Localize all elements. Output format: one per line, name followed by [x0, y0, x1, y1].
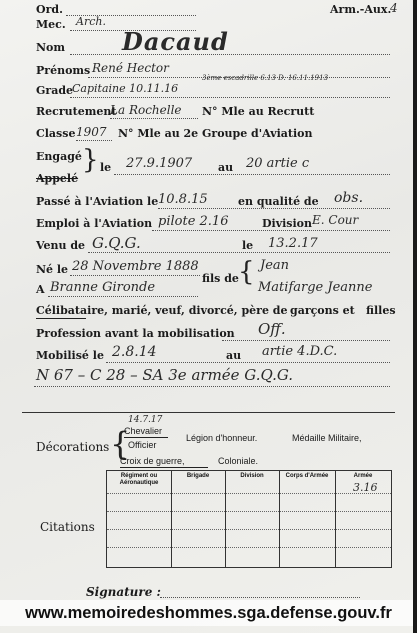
etat-civil-text: Célibataire, marié, veuf, divorcé, père de: [36, 304, 288, 317]
chevalier-underline: [124, 437, 168, 438]
a-value: Branne Gironde: [50, 280, 156, 295]
venu-label: Venu de: [36, 239, 86, 252]
decorations-label: Décorations: [36, 440, 110, 454]
arm-aux-label: Arm.-Aux.: [330, 3, 392, 16]
mobilise-au-label: au: [226, 349, 242, 362]
col-header-regiment: Régiment ou Aéronautique: [119, 473, 159, 486]
signature-label: Signature :: [86, 585, 161, 599]
nom-value: Dacaud: [122, 27, 229, 56]
arm-aux-value: 4: [390, 1, 398, 15]
croix-label: Croix de guerre,: [120, 456, 185, 466]
qualite-label: en qualité de: [238, 195, 319, 208]
col-header-corps: Corps d'Armée: [285, 473, 329, 479]
passe-label: Passé à l'Aviation le: [36, 195, 159, 208]
engage-le-label: le: [100, 161, 112, 174]
coloniale-label: Coloniale.: [218, 456, 259, 466]
citations-table: [106, 470, 392, 568]
grade-note: 3ème escadrille 6.13 D. 16.11.1913: [202, 74, 329, 82]
recrutement-label: Recrutement: [36, 105, 117, 118]
appele-label: Appelé: [36, 172, 79, 185]
engage-au-value: 20 artie c: [246, 156, 310, 171]
mobilise-au-value: artie 4.D.C.: [262, 344, 338, 359]
grade-label: Grade: [36, 84, 74, 97]
mec-value: Arch.: [76, 15, 106, 28]
chevalier-label: Chevalier: [124, 426, 163, 436]
engage-label: Engagé: [36, 150, 82, 163]
passe-date: 10.8.15: [158, 192, 208, 207]
celibataire-underline: [36, 318, 86, 319]
fils-label: fils de: [202, 272, 239, 285]
classe-label: Classe: [36, 127, 76, 140]
col-header-division: Division: [240, 473, 264, 479]
citations-label: Citations: [40, 520, 95, 534]
mother-value: Matifarge Jeanne: [258, 280, 373, 295]
fils-brace: {: [238, 257, 255, 287]
filles-label: filles: [366, 304, 396, 317]
medaille-label: Médaille Militaire,: [292, 433, 362, 443]
decorations-brace: {: [110, 425, 131, 463]
garcons-label: garçons et: [290, 304, 355, 317]
mec-label: Mec.: [36, 18, 66, 31]
section-divider: [22, 412, 395, 413]
recrutement-num-label: N° Mle au Recrutt: [202, 105, 315, 118]
profession-value: Off.: [258, 320, 286, 338]
croix-underline: [120, 467, 208, 468]
venu-le-label: le: [242, 239, 254, 252]
father-value: Jean: [260, 258, 290, 273]
scan-edge: [413, 0, 417, 633]
mobilise-label: Mobilisé le: [36, 349, 104, 362]
decorations-date: 14.7.17: [128, 415, 163, 425]
division-label: Division: [262, 217, 312, 230]
armee-entry: 3.16: [353, 481, 378, 494]
legion-label: Légion d'honneur.: [186, 433, 258, 443]
mobilise-date: 2.8.14: [112, 344, 157, 360]
classe-groupe-label: N° Mle au 2e Groupe d'Aviation: [118, 127, 313, 140]
venu-value: G.Q.G.: [92, 234, 141, 252]
prenoms-label: Prénoms: [36, 64, 91, 77]
signature-line: [160, 597, 360, 598]
recrutement-value: La Rochelle: [110, 103, 182, 117]
profession-label: Profession avant la mobilisation: [36, 327, 235, 340]
officier-label: Officier: [128, 440, 157, 450]
division-value: E. Cour: [312, 213, 359, 227]
emploi-value: pilote 2.16: [158, 214, 229, 229]
ord-label: Ord.: [36, 3, 63, 16]
engage-brace: }: [82, 145, 99, 175]
col-header-armee: Armée: [353, 473, 373, 479]
emploi-label: Emploi à l'Aviation: [36, 217, 153, 230]
venu-date: 13.2.17: [268, 236, 318, 251]
qualite-value: obs.: [334, 190, 364, 206]
engage-au-label: au: [218, 161, 234, 174]
prenoms-value: René Hector: [92, 61, 169, 75]
source-url-watermark: www.memoiredeshommes.sga.defense.gouv.fr: [0, 600, 417, 626]
a-label: A: [36, 283, 45, 296]
classe-value: 1907: [76, 125, 107, 139]
nom-label: Nom: [36, 41, 66, 54]
ne-date: 28 Novembre 1888: [72, 259, 199, 274]
ne-label: Né le: [36, 263, 69, 276]
col-header-brigade: Brigade: [186, 473, 210, 479]
grade-value: Capitaine 10.11.16: [72, 82, 179, 95]
engage-date: 27.9.1907: [126, 156, 193, 171]
parcours-value: N 67 – C 28 – SA 3e armée G.Q.G.: [36, 366, 294, 384]
